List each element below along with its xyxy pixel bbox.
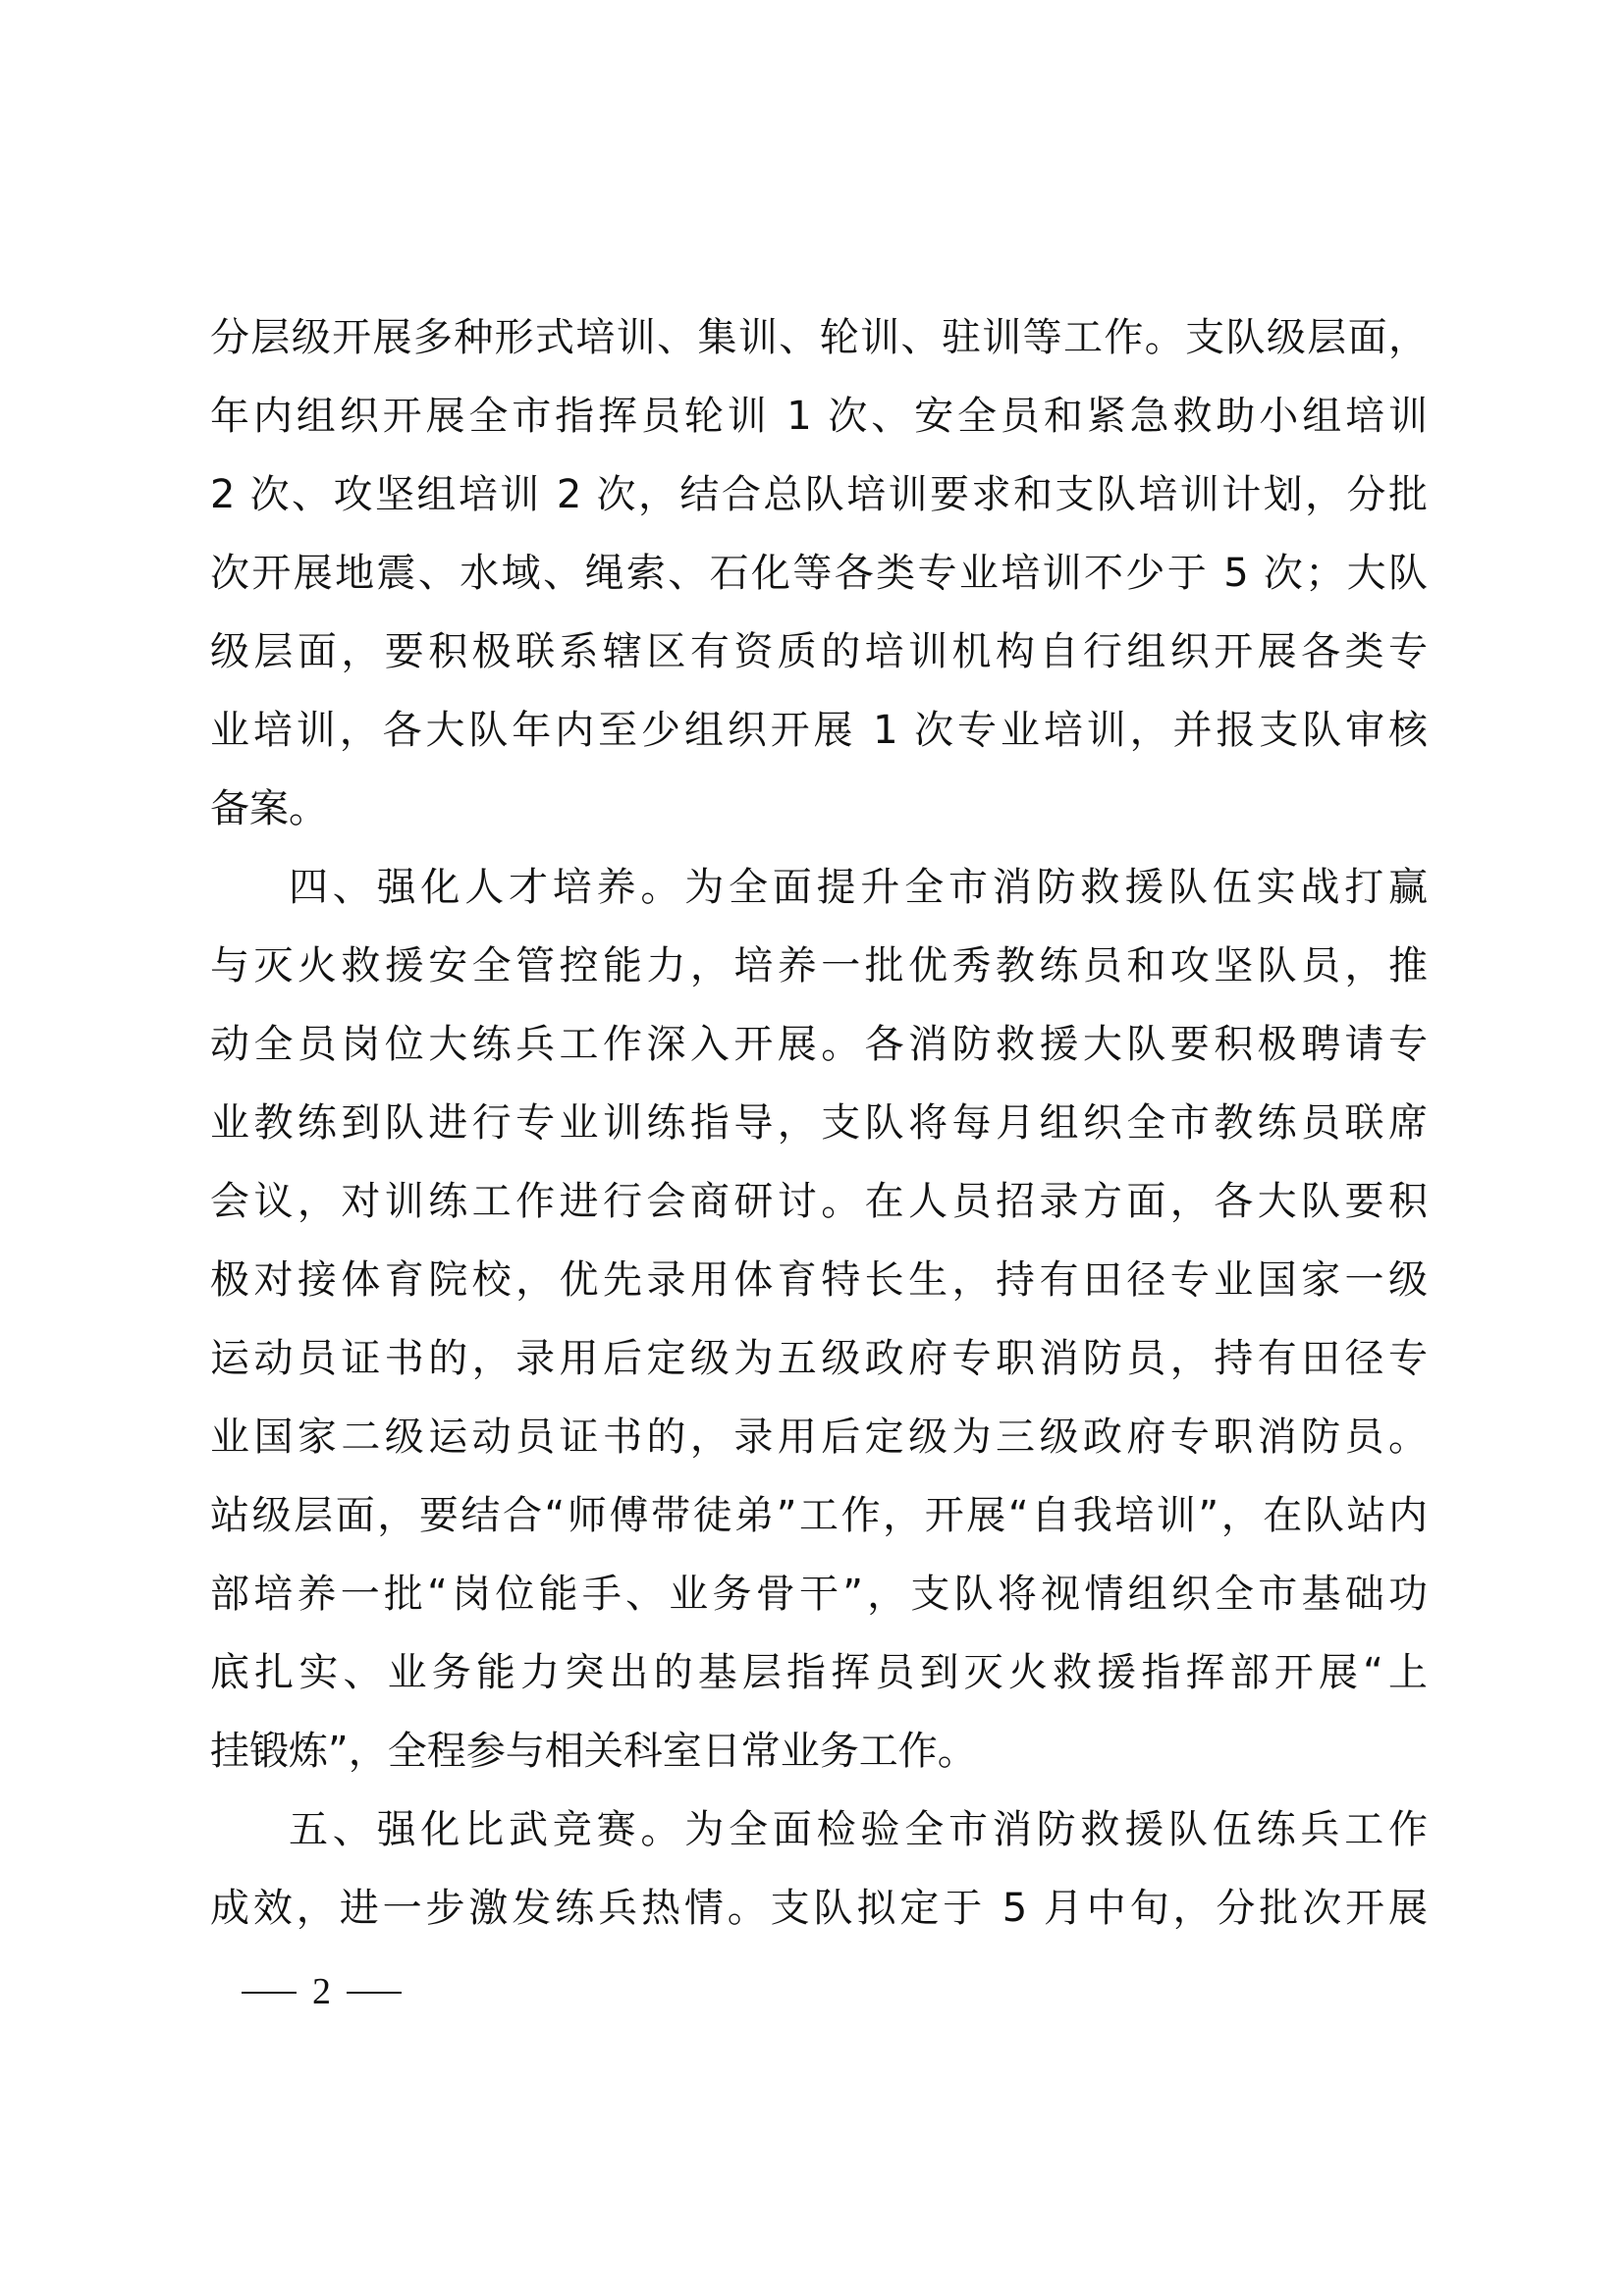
body-line-15: 业国家二级运动员证书的，录用后定级为三级政府专职消防员。 [210,1415,1428,1460]
body-line-10: 动全员岗位大练兵工作深入开展。各消防救援大队要积极聘请专 [210,1022,1428,1067]
body-line-11: 业教练到队进行专业训练指导，支队将每月组织全市教练员联席 [210,1100,1428,1146]
page-footer [242,1967,402,2016]
body-line-16: 站级层面，要结合“师傅带徒弟”工作，开展“自我培训”，在队站内 [210,1493,1428,1538]
body-line-1: 分层级开展多种形式培训、集训、轮训、驻训等工作。支队级层面， [210,315,1428,360]
body-line-19: 挂锻炼”，全程参与相关科室日常业务工作。 [210,1729,977,1774]
section-five-heading-line: 五、强化比武竞赛。为全面检验全市消防救援队伍练兵工作 [289,1807,1428,1852]
page-number: 2 [312,1971,331,2012]
body-line-4: 次开展地震、水域、绳索、石化等各类专业培训不少于 5 次；大队 [210,551,1428,596]
body-line-7: 备案。 [210,786,328,831]
body-line-5: 级层面，要积极联系辖区有资质的培训机构自行组织开展各类专 [210,629,1428,674]
body-line-14: 运动员证书的，录用后定级为五级政府专职消防员，持有田径专 [210,1336,1428,1381]
body-line-21: 成效，进一步激发练兵热情。支队拟定于 5 月中旬，分批次开展 [210,1886,1428,1931]
body-line-17: 部培养一批“岗位能手、业务骨干”，支队将视情组织全市基础功 [210,1572,1428,1617]
body-line-3: 2 次、攻坚组培训 2 次，结合总队培训要求和支队培训计划，分批 [210,472,1428,517]
body-line-9: 与灭火救援安全管控能力，培养一批优秀教练员和攻坚队员，推 [210,943,1428,988]
section-four-heading-line: 四、强化人才培养。为全面提升全市消防救援队伍实战打赢 [289,865,1428,910]
body-line-12: 会议，对训练工作进行会商研讨。在人员招录方面，各大队要积 [210,1179,1428,1224]
body-line-2: 年内组织开展全市指挥员轮训 1 次、安全员和紧急救助小组培训 [210,394,1428,439]
body-line-18: 底扎实、业务能力突出的基层指挥员到灭火救援指挥部开展“上 [210,1650,1428,1695]
body-line-13: 极对接体育院校，优先录用体育特长生，持有田径专业国家一级 [210,1257,1428,1303]
footer-left-dash [242,1992,297,1994]
footer-right-dash [347,1992,402,1994]
body-line-6: 业培训，各大队年内至少组织开展 1 次专业培训，并报支队审核 [210,708,1428,753]
